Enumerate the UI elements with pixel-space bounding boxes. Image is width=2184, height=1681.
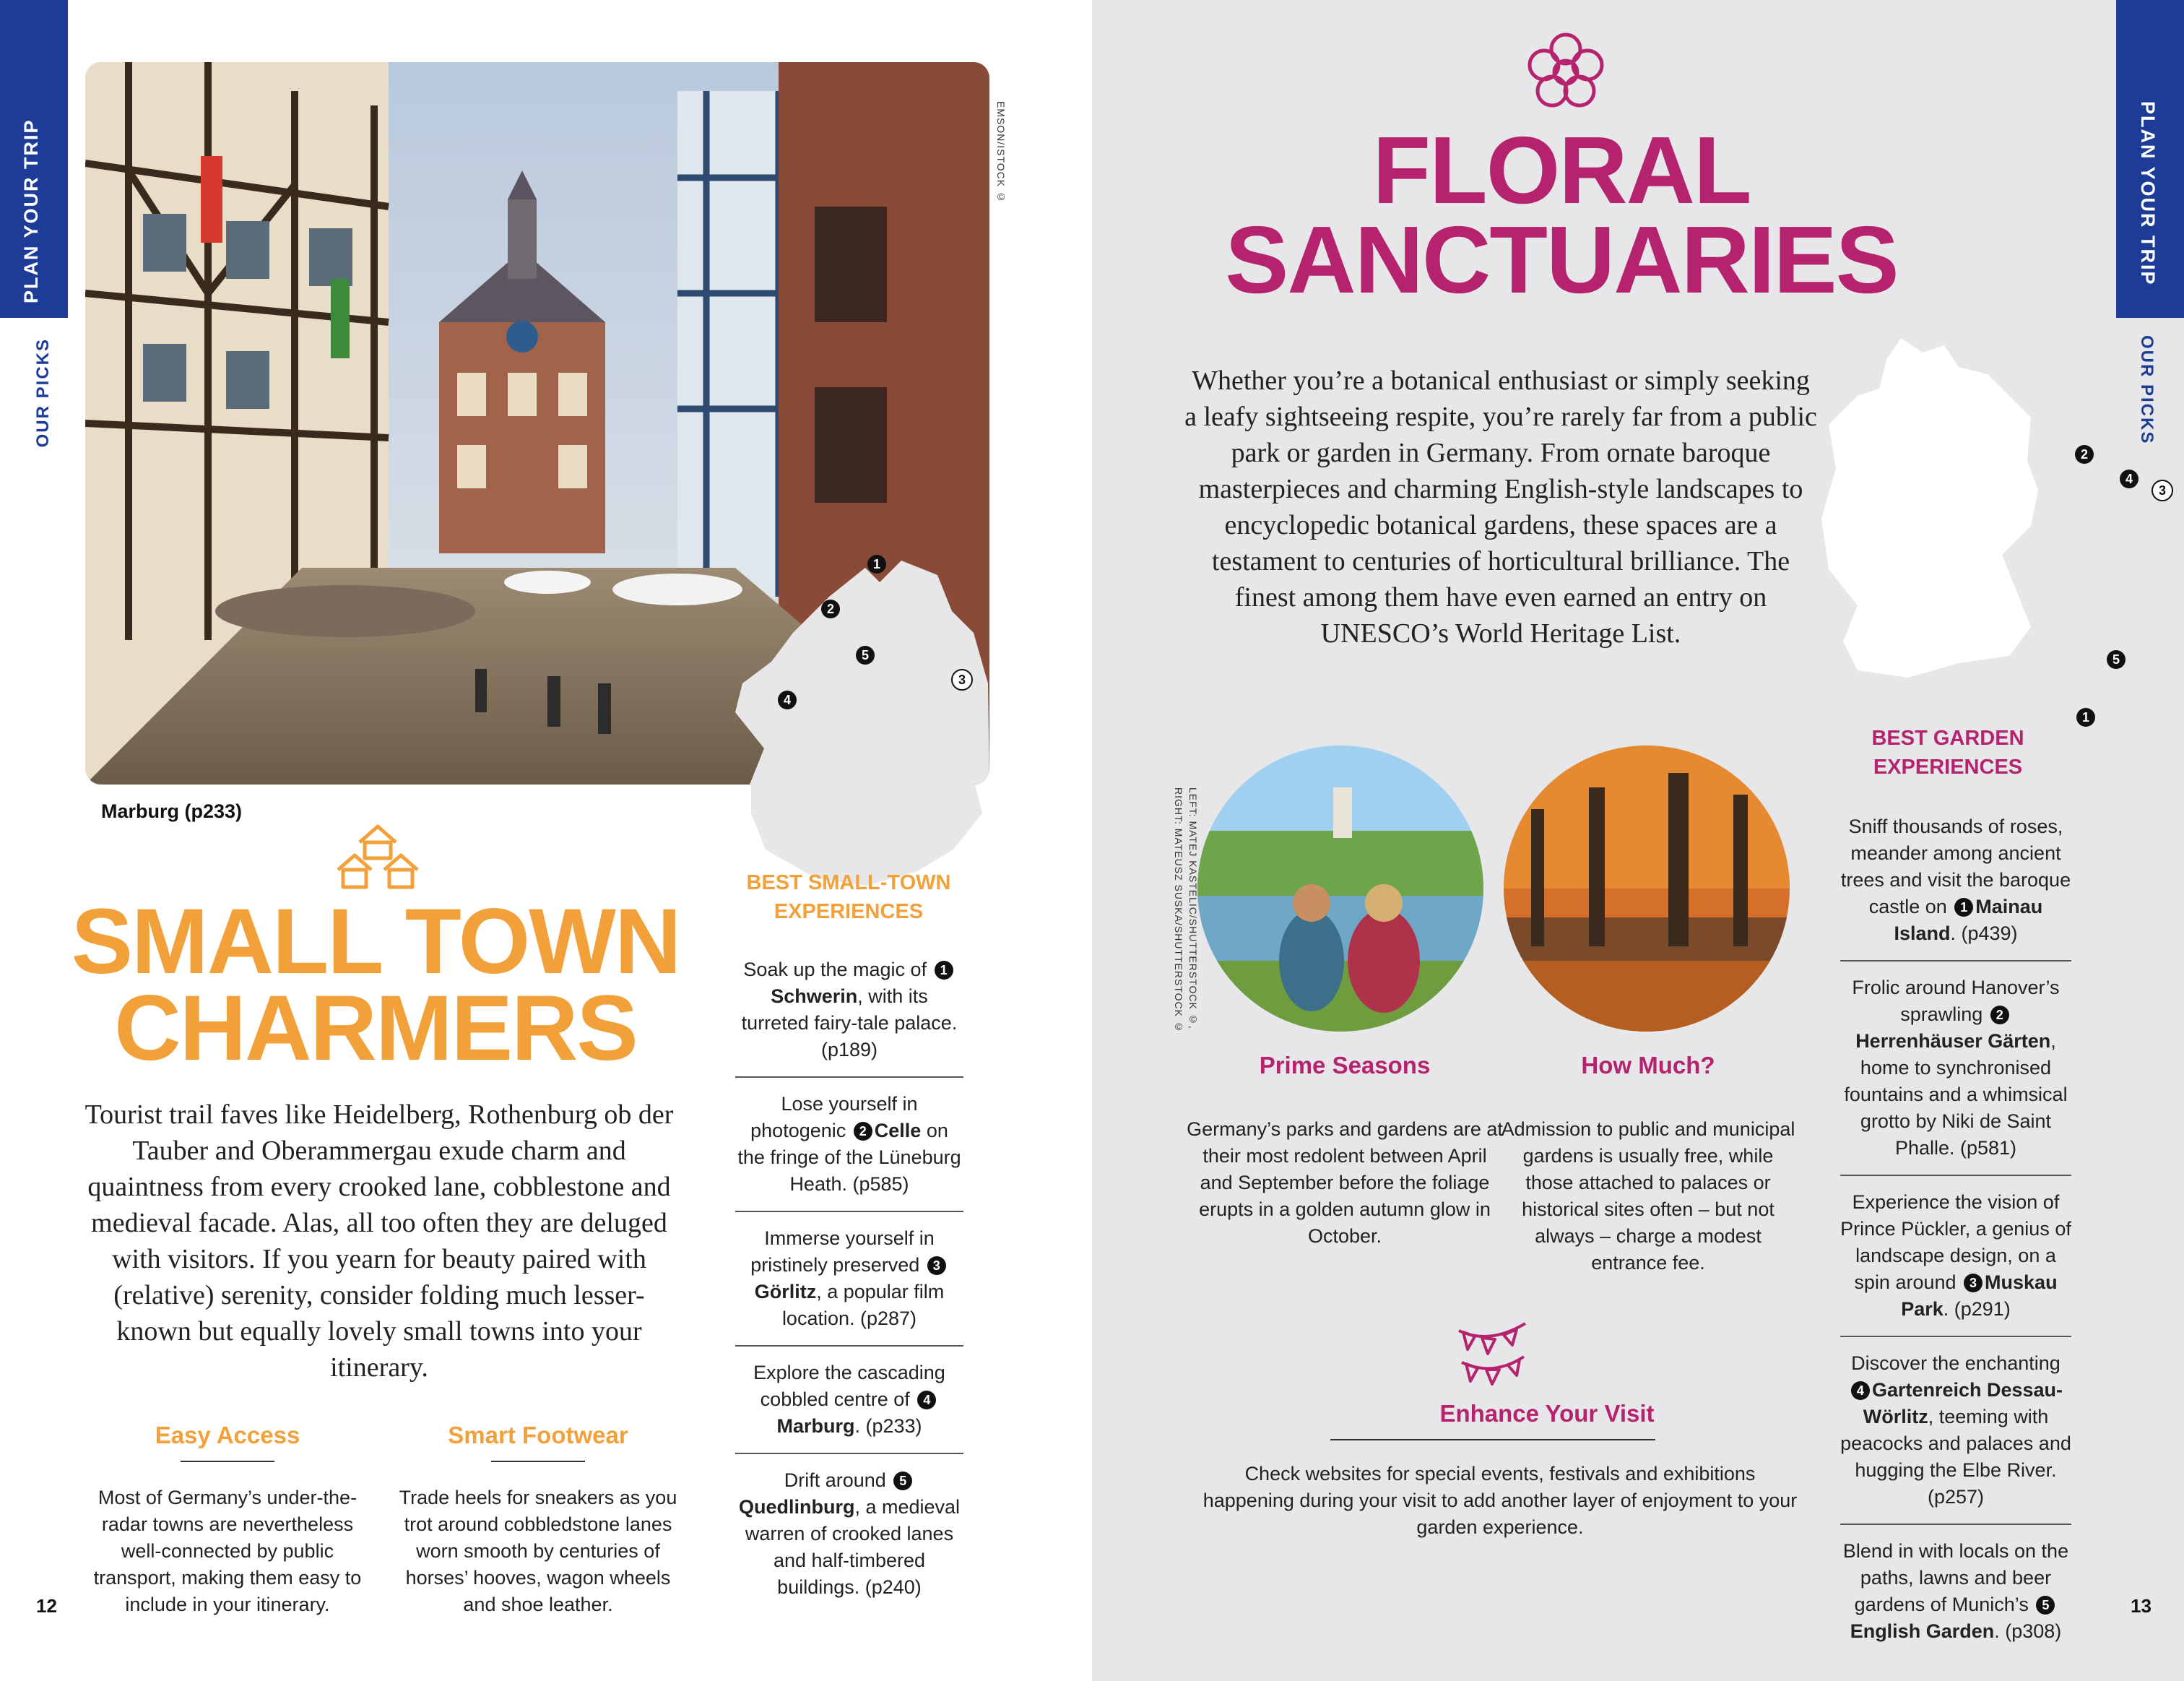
item-number: 5: [893, 1472, 912, 1490]
easy-access-title: Easy Access: [155, 1422, 300, 1448]
best-garden-list: [1840, 800, 2071, 1658]
section-tab-label: PLAN YOUR TRIP: [2137, 101, 2159, 286]
headline-line-2: CHARMERS: [114, 977, 637, 1080]
item-text: , with its turreted fairy-tale palace. (p189): [741, 985, 958, 1060]
map-marker-3: 3: [951, 669, 973, 691]
item-text: Blend in with locals on the paths, lawns and beer gardens of Munich’s: [1842, 1540, 2069, 1615]
list-item: [1840, 1337, 2071, 1525]
headline-line-1: SMALL TOWN: [71, 890, 680, 993]
map-marker-4: 4: [2120, 470, 2138, 488]
item-place: English Garden: [1850, 1620, 1995, 1642]
list-item: [735, 1078, 963, 1212]
bunting-icon: [1453, 1316, 1533, 1396]
list-item: [1840, 962, 2071, 1176]
item-text: Discover the enchanting: [1851, 1352, 2060, 1374]
marburg-photo: [85, 62, 989, 785]
subsection-tab-label: OUR PICKS: [2137, 335, 2157, 445]
map-marker-4: 4: [778, 691, 797, 709]
item-number: 4: [1851, 1381, 1870, 1400]
smart-footwear-text: Trade heels for sneakers as you trot around cobbledstone lanes worn smooth by centuries of horses’ hooves, wagon wheels and shoe leather.: [399, 1487, 677, 1615]
list-item: [1840, 800, 2071, 962]
photo-credit-right: RIGHT: MATEUSZ SUSKA/SHUTTERSTOCK ©: [1173, 787, 1184, 1033]
easy-access-divider: [181, 1461, 274, 1462]
list-item: [1840, 1525, 2071, 1658]
smart-footwear-divider: [491, 1461, 585, 1462]
headline-line-2: SANCTUARIES: [1225, 207, 1898, 313]
item-text: . (p291): [1943, 1298, 2011, 1320]
enhance-divider: [1330, 1439, 1655, 1440]
prime-seasons-text: Germany’s parks and gardens are at their most redolent between April and September before the foliage erupts in a golden autumn glow in October.: [1187, 1118, 1503, 1247]
autumn-garden-photo: [1502, 744, 1791, 1033]
item-place: Mainau Island: [1894, 896, 2043, 944]
photo-credit: EMSON/ISTOCK ©: [995, 101, 1007, 203]
item-place: Celle: [874, 1120, 922, 1141]
best-list-title-line-1: BEST GARDEN: [1871, 727, 2024, 750]
enhance-text: Check websites for special events, festivals and exhibitions happening during your visit to add another layer of enjoyment to your garden experience.: [1202, 1463, 1798, 1538]
section-tab: [0, 0, 68, 318]
item-text: on the fringe of the Lüneburg Heath. (p585): [737, 1120, 961, 1195]
item-number: 2: [1990, 1006, 2009, 1024]
prime-seasons-title: Prime Seasons: [1259, 1052, 1431, 1079]
item-text: , teeming with peacocks and palaces and hugging the Elbe River. (p257): [1840, 1406, 2071, 1508]
item-text: . (p308): [1994, 1620, 2062, 1642]
map-marker-3: 3: [2152, 480, 2173, 501]
map-marker-5: 5: [856, 646, 875, 665]
item-text: Lose yourself in photogenic: [750, 1093, 918, 1141]
list-item: [735, 1347, 963, 1454]
item-text: , a popular film location. (p287): [781, 1281, 945, 1329]
item-text: . (p439): [1950, 922, 2018, 944]
best-list-title-line-2: EXPERIENCES: [1873, 756, 2023, 779]
item-text: Explore the cascading cobbled centre of: [753, 1362, 945, 1410]
item-number: 3: [927, 1256, 946, 1275]
item-text: Sniff thousands of roses, meander among ancient trees and visit the baroque castle on: [1840, 816, 2071, 917]
section-tab-label: PLAN YOUR TRIP: [20, 118, 42, 303]
item-place: Marburg: [776, 1415, 855, 1437]
best-list-title-line-1: BEST SMALL-TOWN: [746, 871, 951, 894]
item-number: 5: [2036, 1596, 2055, 1615]
page-number: 12: [36, 1595, 57, 1617]
subsection-tab-label: OUR PICKS: [33, 338, 53, 448]
headline-line-1: FLORAL: [1372, 117, 1751, 223]
flower-icon: [1522, 29, 1609, 116]
best-small-town-list: [735, 943, 963, 1614]
item-place: Schwerin: [771, 985, 858, 1007]
germany-map: [1814, 338, 2045, 699]
best-list-title-line-2: EXPERIENCES: [774, 900, 924, 923]
how-much-text: Admission to public and municipal gardens is usually free, while those attached to palaces or historical sites often – but not always – charge a modest entrance fee.: [1501, 1118, 1795, 1274]
list-item: [735, 1454, 963, 1614]
item-text: Drift around: [784, 1469, 892, 1491]
map-marker-2: 2: [821, 600, 840, 618]
item-number: 3: [1964, 1274, 1982, 1292]
item-text: . (p233): [854, 1415, 922, 1437]
houses-icon: [334, 818, 422, 890]
item-place: Herrenhäuser Gärten: [1855, 1030, 2051, 1052]
best-list-title: [729, 868, 968, 926]
smart-footwear-title: Smart Footwear: [448, 1422, 628, 1448]
map-marker-1: 1: [867, 555, 886, 574]
best-list-title: [1829, 724, 2067, 782]
park-photo: [1196, 744, 1485, 1033]
page-number: 13: [2131, 1595, 2152, 1617]
item-text: , a medieval warren of crooked lanes and half-timbered buildings. (p240): [745, 1496, 961, 1598]
item-text: Immerse yourself in pristinely preserved: [750, 1227, 935, 1276]
item-place: Muskau Park: [1901, 1271, 2058, 1320]
item-number: 1: [935, 961, 953, 980]
list-item: [735, 943, 963, 1078]
item-text: , home to synchronised fountains and a whimsical grotto by Niki de Saint Phalle. (p581): [1844, 1030, 2068, 1159]
item-number: 4: [917, 1391, 936, 1409]
item-number: 1: [1954, 898, 1973, 917]
item-place: Gartenreich Dessau-Wörlitz: [1863, 1379, 2063, 1427]
item-place: Quedlinburg: [738, 1496, 855, 1518]
item-text: Soak up the magic of: [743, 959, 932, 980]
map-marker-5: 5: [2107, 650, 2126, 669]
enhance-title: Enhance Your Visit: [1439, 1400, 1655, 1427]
item-text: Experience the vision of Prince Pückler, a genius of landscape design, on a spin around: [1840, 1191, 2071, 1293]
list-item: [1840, 1176, 2071, 1337]
photo-caption: Marburg (p233): [101, 800, 243, 822]
intro-text: Whether you’re a botanical enthusiast or simply seeking a leafy sightseeing respite, you’re rarely far from a public park or garden in Germany. From ornate baroque masterpieces and charming English-style landscapes to encyclopedic botanical gardens, these spaces are a testament to centuries of horticultural brilliance. The finest among them have even earned an entry on UNESCO’s World Heritage List.: [1184, 366, 1817, 649]
section-tab: [2116, 0, 2184, 318]
photo-credit-left: LEFT: MATEJ KASTELIC/SHUTTERSTOCK ©,: [1187, 787, 1199, 1029]
map-marker-1: 1: [2076, 708, 2095, 727]
intro-text: Tourist trail faves like Heidelberg, Rothenburg ob der Tauber and Oberammergau exude charm and quaintness from every crooked lane, cobblestone and medieval facade. Alas, all too often they are deluged with visitors. If you yearn for beauty paired with (relative) serenity, consider folding much lesser-known but equally lovely small towns into your itinerary.: [84, 1099, 674, 1383]
how-much-title: How Much?: [1581, 1052, 1715, 1079]
easy-access-text: Most of Germany’s under-the-radar towns are nevertheless well-connected by public transport, making them easy to include in your itinerary.: [93, 1487, 362, 1615]
map-marker-2: 2: [2075, 445, 2094, 464]
list-item: [735, 1212, 963, 1347]
item-number: 2: [854, 1122, 872, 1141]
item-place: Görlitz: [754, 1281, 817, 1302]
right-page: [1092, 0, 2184, 1681]
item-text: Frolic around Hanover’s sprawling: [1852, 977, 2060, 1025]
